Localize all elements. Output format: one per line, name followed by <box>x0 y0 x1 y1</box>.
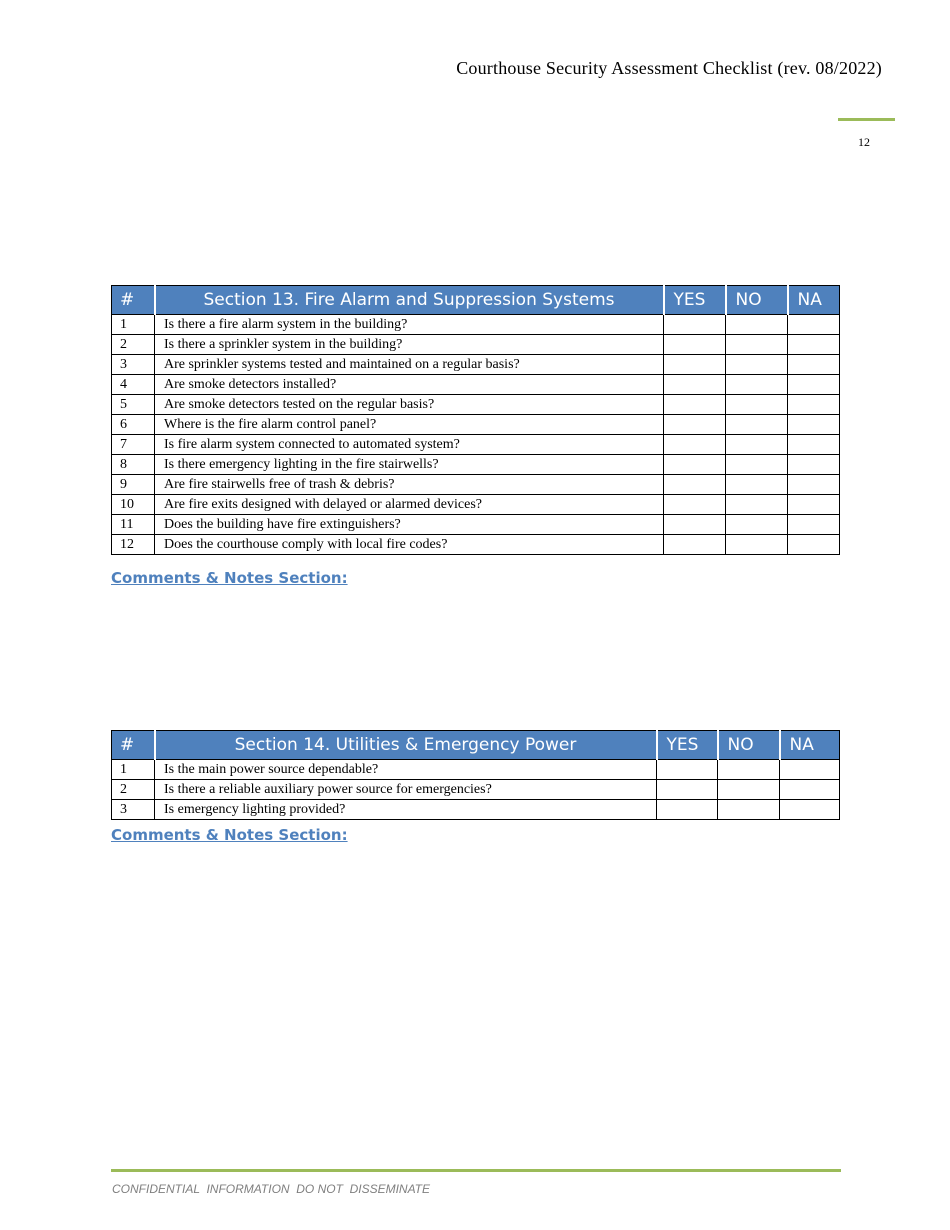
question-text: Does the building have fire extinguishers? <box>155 515 664 535</box>
header-divider <box>838 118 895 121</box>
no-answer-cell[interactable] <box>726 315 788 335</box>
table-row <box>112 475 840 495</box>
row-number: 4 <box>112 375 155 395</box>
question-text: Is there emergency lighting in the fire stairwells? <box>155 455 664 475</box>
row-number: 6 <box>112 415 155 435</box>
no-answer-cell[interactable] <box>726 515 788 535</box>
table-row <box>112 355 840 375</box>
section-14-heading: Section 14. Utilities & Emergency Power <box>155 731 657 760</box>
table-row <box>112 780 840 800</box>
table-row <box>112 315 840 335</box>
section-13-heading: Section 13. Fire Alarm and Suppression Systems <box>155 286 664 315</box>
section-14-comments-label: Comments & Notes Section: <box>111 826 348 844</box>
na-answer-cell[interactable] <box>788 415 840 435</box>
row-number: 11 <box>112 515 155 535</box>
no-answer-cell[interactable] <box>726 355 788 375</box>
section-14-table <box>111 730 840 820</box>
na-answer-cell[interactable] <box>780 780 840 800</box>
row-number: 1 <box>112 760 155 780</box>
row-number: 2 <box>112 780 155 800</box>
table-row <box>112 535 840 555</box>
page-number: 12 <box>858 135 870 149</box>
number-column-header: # <box>112 731 155 760</box>
question-text: Is there a reliable auxiliary power source for emergencies? <box>155 780 657 800</box>
table-row <box>112 495 840 515</box>
table-row <box>112 760 840 780</box>
yes-answer-cell[interactable] <box>664 315 726 335</box>
question-text: Is emergency lighting provided? <box>155 800 657 820</box>
na-answer-cell[interactable] <box>788 315 840 335</box>
na-answer-cell[interactable] <box>788 335 840 355</box>
no-answer-cell[interactable] <box>718 800 780 820</box>
question-text: Are fire exits designed with delayed or alarmed devices? <box>155 495 664 515</box>
table-row <box>112 435 840 455</box>
yes-answer-cell[interactable] <box>664 335 726 355</box>
footer-divider <box>111 1169 841 1172</box>
question-text: Are smoke detectors tested on the regular basis? <box>155 395 664 415</box>
no-column-header: NO <box>726 286 788 315</box>
question-text: Is there a sprinkler system in the building? <box>155 335 664 355</box>
row-number: 9 <box>112 475 155 495</box>
na-answer-cell[interactable] <box>788 455 840 475</box>
table-row <box>112 415 840 435</box>
row-number: 10 <box>112 495 155 515</box>
na-answer-cell[interactable] <box>788 515 840 535</box>
yes-column-header: YES <box>657 731 718 760</box>
question-text: Is fire alarm system connected to automated system? <box>155 435 664 455</box>
row-number: 2 <box>112 335 155 355</box>
na-answer-cell[interactable] <box>788 475 840 495</box>
no-answer-cell[interactable] <box>726 415 788 435</box>
row-number: 3 <box>112 800 155 820</box>
table-row <box>112 455 840 475</box>
yes-answer-cell[interactable] <box>664 375 726 395</box>
yes-answer-cell[interactable] <box>664 515 726 535</box>
row-number: 8 <box>112 455 155 475</box>
na-answer-cell[interactable] <box>788 395 840 415</box>
table-row <box>112 335 840 355</box>
no-answer-cell[interactable] <box>726 375 788 395</box>
table-row <box>112 375 840 395</box>
yes-answer-cell[interactable] <box>664 475 726 495</box>
no-answer-cell[interactable] <box>718 780 780 800</box>
section-13-comments-label: Comments & Notes Section: <box>111 569 348 587</box>
yes-answer-cell[interactable] <box>657 780 718 800</box>
na-answer-cell[interactable] <box>780 760 840 780</box>
row-number: 1 <box>112 315 155 335</box>
row-number: 5 <box>112 395 155 415</box>
number-column-header: # <box>112 286 155 315</box>
na-answer-cell[interactable] <box>788 535 840 555</box>
row-number: 7 <box>112 435 155 455</box>
section-13-header-row <box>112 286 840 315</box>
no-column-header: NO <box>718 731 780 760</box>
yes-answer-cell[interactable] <box>664 535 726 555</box>
question-text: Does the courthouse comply with local fire codes? <box>155 535 664 555</box>
confidentiality-notice: CONFIDENTIAL INFORMATION DO NOT DISSEMINATE <box>112 1182 431 1196</box>
na-answer-cell[interactable] <box>788 435 840 455</box>
yes-answer-cell[interactable] <box>664 415 726 435</box>
no-answer-cell[interactable] <box>726 495 788 515</box>
question-text: Is there a fire alarm system in the building? <box>155 315 664 335</box>
na-answer-cell[interactable] <box>780 800 840 820</box>
no-answer-cell[interactable] <box>726 535 788 555</box>
yes-answer-cell[interactable] <box>664 495 726 515</box>
question-text: Are smoke detectors installed? <box>155 375 664 395</box>
na-column-header: NA <box>780 731 840 760</box>
section-14-header-row <box>112 731 840 760</box>
yes-column-header: YES <box>664 286 726 315</box>
yes-answer-cell[interactable] <box>664 455 726 475</box>
no-answer-cell[interactable] <box>726 455 788 475</box>
question-text: Are fire stairwells free of trash & debris? <box>155 475 664 495</box>
document-title: Courthouse Security Assessment Checklist (rev. 08/2022) <box>456 58 882 78</box>
row-number: 3 <box>112 355 155 375</box>
no-answer-cell[interactable] <box>726 475 788 495</box>
table-row <box>112 395 840 415</box>
yes-answer-cell[interactable] <box>664 435 726 455</box>
yes-answer-cell[interactable] <box>657 760 718 780</box>
table-row <box>112 800 840 820</box>
table-row <box>112 515 840 535</box>
na-answer-cell[interactable] <box>788 355 840 375</box>
no-answer-cell[interactable] <box>726 335 788 355</box>
row-number: 12 <box>112 535 155 555</box>
question-text: Are sprinkler systems tested and maintained on a regular basis? <box>155 355 664 375</box>
yes-answer-cell[interactable] <box>657 800 718 820</box>
yes-answer-cell[interactable] <box>664 355 726 375</box>
no-answer-cell[interactable] <box>726 435 788 455</box>
question-text: Where is the fire alarm control panel? <box>155 415 664 435</box>
yes-answer-cell[interactable] <box>664 395 726 415</box>
na-column-header: NA <box>788 286 840 315</box>
na-answer-cell[interactable] <box>788 375 840 395</box>
na-answer-cell[interactable] <box>788 495 840 515</box>
question-text: Is the main power source dependable? <box>155 760 657 780</box>
no-answer-cell[interactable] <box>718 760 780 780</box>
section-13-table <box>111 285 840 555</box>
no-answer-cell[interactable] <box>726 395 788 415</box>
